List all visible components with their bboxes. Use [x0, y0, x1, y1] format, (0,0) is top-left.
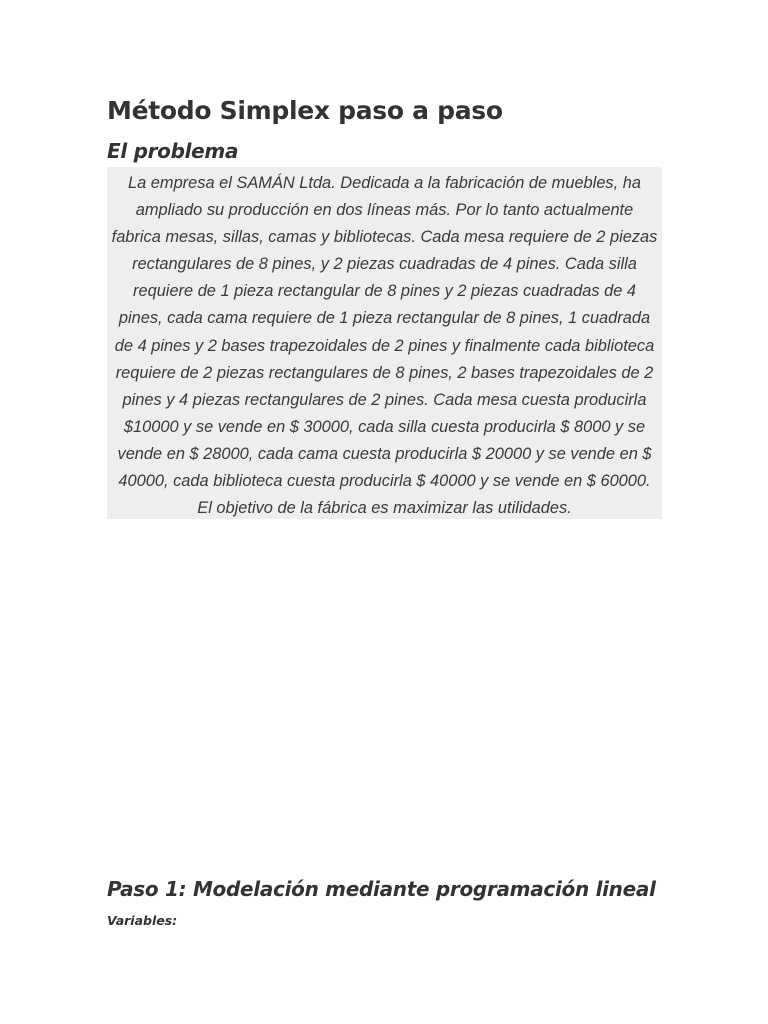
problem-text: La empresa el SAMÁN Ltda. Dedicada a la fabricación de muebles, ha ampliado su producción en dos líneas más. Por lo tanto actualmente fabrica mesas, sillas, camas y bibliotecas. Cada mesa requiere de 2 piezas rectangulares de 8 pines, y 2 piezas cuadradas de 4 pines. Cada silla requiere de 1 pieza rectangular de 8 pines y 2 piezas cuadradas de 4 pines, cada cama requiere de 1 pieza rectangular de 8 pines, 1 cuadrada de 4 pines y 2 bases trapezoidales de 2 pines y finalmente cada biblioteca requiere de 2 piezas rectangulares de 8 pines, 2 bases trapezoidales de 2 pines y 4 piezas rectangulares de 2 pines. Cada mesa cuesta producirla $10000 y se vende en $ 30000, cada silla cuesta producirla $ 8000 y se vende en $ 28000, cada cama cuesta producirla $ 20000 y se vende en $ 40000, cada biblioteca cuesta producirla $ 40000 y se vende en $ 60000. El objetivo de la fábrica es maximizar las utilidades. [111, 174, 658, 518]
problem-box [107, 167, 662, 519]
variables-label: Variables: [107, 913, 178, 928]
page-title: Método Simplex paso a paso [107, 96, 503, 125]
step1-heading: Paso 1: Modelación mediante programación lineal [107, 877, 656, 901]
problem-heading: El problema [107, 139, 239, 163]
